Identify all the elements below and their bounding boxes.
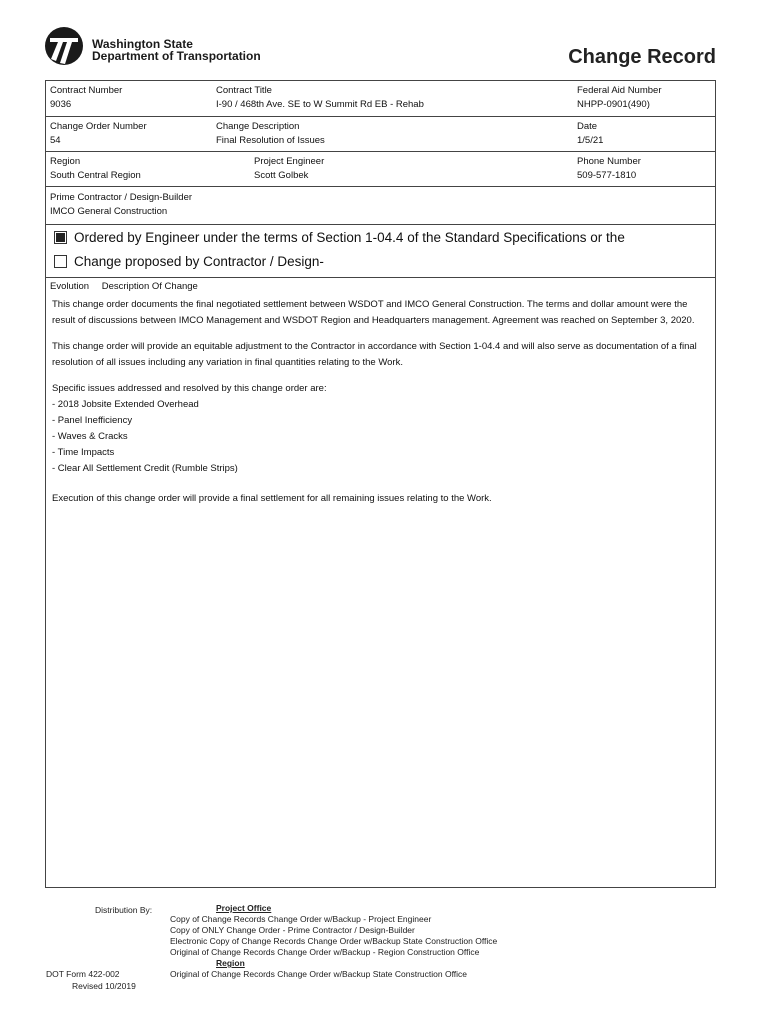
issues-list — [52, 397, 712, 477]
proposed-by-contractor-option[interactable] — [54, 254, 324, 269]
contract-number-cell — [50, 84, 122, 112]
change-description-value: Final Resolution of Issues — [216, 135, 325, 146]
description-paragraph-4: Execution of this change order will provide a final settlement for all remaining issues relating to the Work. — [52, 493, 492, 504]
proposed-by-contractor-checkbox[interactable] — [54, 255, 67, 268]
list-item: Original of Change Records Change Order w/Backup - Region Construction Office — [170, 947, 480, 957]
change-order-number-cell — [50, 120, 147, 148]
change-record-form — [45, 80, 716, 888]
agency-line-1: Washington State — [92, 37, 193, 51]
federal-aid-label: Federal Aid Number — [577, 85, 662, 96]
list-item: Copy of ONLY Change Order - Prime Contractor / Design-Builder — [170, 925, 415, 935]
list-item: Original of Change Records Change Order w/Backup State Construction Office — [170, 969, 468, 979]
change-description-label: Change Description — [216, 121, 300, 132]
change-description-cell — [216, 120, 325, 148]
ordered-by-engineer-label: Ordered by Engineer under the terms of Section 1-04.4 of the Standard Specifications or the — [74, 230, 625, 245]
distribution-by-label: Distribution By: — [95, 905, 153, 915]
evolution-label: Evolution — [50, 281, 90, 292]
contract-row — [46, 81, 715, 117]
date-value: 1/5/21 — [577, 135, 604, 146]
list-item: - Time Impacts — [52, 447, 115, 458]
phone-label: Phone Number — [577, 156, 641, 167]
federal-aid-value: NHPP-0901(490) — [577, 99, 650, 110]
list-item: - Waves & Cracks — [52, 431, 128, 442]
description-of-change-label: Description Of Change — [101, 281, 198, 292]
region-label: Region — [50, 156, 81, 167]
project-engineer-label: Project Engineer — [254, 156, 325, 167]
prime-contractor-value: IMCO General Construction — [50, 206, 168, 217]
list-item: - Panel Inefficiency — [52, 415, 133, 426]
wsdot-logo-icon — [44, 26, 84, 66]
ordered-by-engineer-checkbox[interactable] — [54, 231, 67, 244]
region-row — [46, 152, 715, 187]
region-heading: Region — [216, 958, 245, 968]
agency-name — [92, 38, 261, 62]
list-item: Electronic Copy of Change Records Change Order w/Backup State Construction Office — [170, 936, 498, 946]
list-item: - Clear All Settlement Credit (Rumble Strips) — [52, 463, 238, 474]
description-paragraph-2: This change order will provide an equitable adjustment to the Contractor in accordance with Section 1-04.4 and will also serve as documentation of a final resolution of all issues including any variation in final quantities relating to the Work. — [52, 341, 697, 368]
form-number: DOT Form 422-002 — [46, 969, 120, 979]
date-cell — [577, 120, 603, 148]
date-label: Date — [577, 121, 598, 132]
federal-aid-cell — [577, 84, 661, 112]
list-item: Copy of Change Records Change Order w/Backup - Project Engineer — [170, 914, 432, 924]
prime-contractor-label: Prime Contractor / Design-Builder — [50, 192, 193, 203]
ordered-by-row — [46, 225, 715, 278]
description-body — [52, 297, 712, 517]
contract-title-value: I-90 / 468th Ave. SE to W Summit Rd EB - Rehab — [216, 99, 424, 110]
description-header — [50, 281, 208, 292]
agency-line-2: Department of Transportation — [92, 49, 261, 63]
project-engineer-value: Scott Golbek — [254, 170, 309, 181]
change-order-row — [46, 117, 715, 152]
region-cell — [50, 155, 141, 183]
project-office-heading: Project Office — [216, 903, 272, 913]
prime-contractor-cell — [50, 191, 192, 219]
phone-cell — [577, 155, 641, 183]
project-engineer-cell — [254, 155, 324, 183]
change-order-number-value: 54 — [50, 135, 61, 146]
contract-number-value: 9036 — [50, 99, 72, 110]
description-paragraph-3: Specific issues addressed and resolved by this change order are: — [52, 383, 327, 394]
phone-value: 509-577-1810 — [577, 170, 637, 181]
contract-title-cell — [216, 84, 424, 112]
distribution-list — [170, 903, 497, 980]
description-paragraph-1: This change order documents the final negotiated settlement between WSDOT and IMCO General Construction. The terms and dollar amount were the result of discussions between IMCO Management and WSDOT Region and Headquarters management. Agreement was reached on September 3, 2020. — [52, 299, 695, 326]
contract-title-label: Contract Title — [216, 85, 272, 96]
contract-number-label: Contract Number — [50, 85, 123, 96]
document-title: Change Record — [568, 46, 716, 68]
form-revised-date: Revised 10/2019 — [72, 981, 136, 991]
region-value: South Central Region — [50, 170, 141, 181]
list-item: - 2018 Jobsite Extended Overhead — [52, 399, 199, 410]
prime-contractor-row — [46, 187, 715, 225]
proposed-by-contractor-label: Change proposed by Contractor / Design- — [74, 254, 324, 269]
change-order-number-label: Change Order Number — [50, 121, 147, 132]
ordered-by-engineer-option[interactable] — [54, 230, 625, 245]
